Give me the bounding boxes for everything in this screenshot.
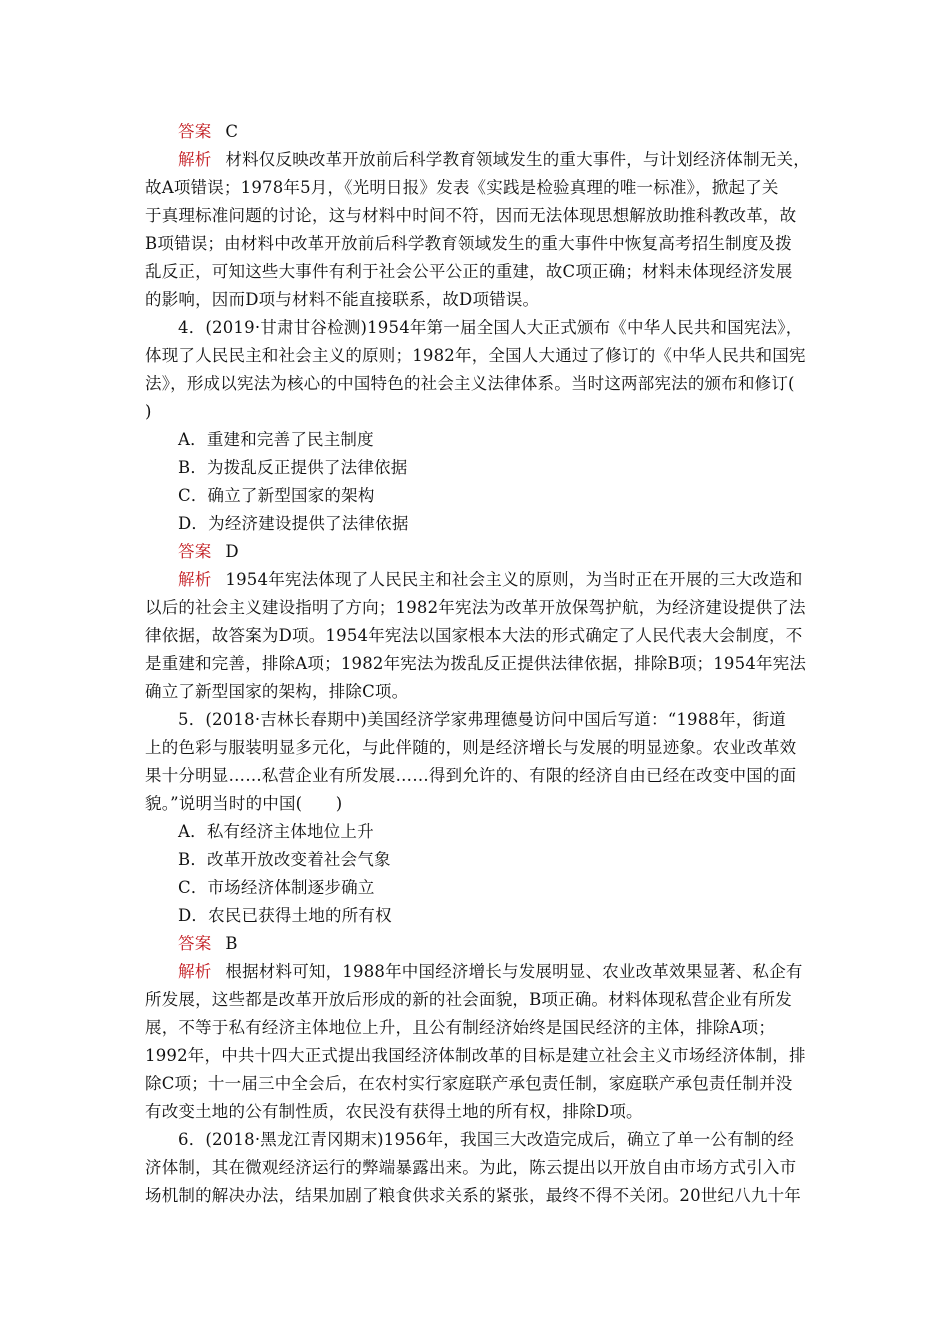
answer-label: 答案 [178, 122, 212, 141]
option-item: C．确立了新型国家的架构 [178, 486, 375, 505]
analysis-line [145, 1014, 813, 1042]
analysis-line [145, 258, 813, 286]
analysis-text: 根据材料可知，1988年中国经济增长与发展明显、农业改革效果显著、私企有 [225, 962, 803, 981]
question-line: 法》，形成以宪法为核心的中国特色的社会主义法律体系。当时这两部宪法的颁布和修订( [145, 374, 795, 393]
analysis-line [145, 1098, 813, 1126]
question-line: 果十分明显……私营企业有所发展……得到允许的、有限的经济自由已经在改变中国的面 [145, 766, 797, 785]
question-line: 济体制，其在微观经济运行的弊端暴露出来。为此，陈云提出以开放自由市场方式引入市 [145, 1158, 797, 1177]
analysis-text: 1954年宪法体现了人民民主和社会主义的原则，为当时正在开展的三大改造和 [225, 570, 803, 589]
question-line: 体现了人民民主和社会主义的原则；1982年，全国人大通过了修订的《中华人民共和国宪 [145, 346, 806, 365]
answer-line [145, 930, 813, 958]
answer-value: B [225, 934, 238, 953]
analysis-text: 有改变土地的公有制性质，农民没有获得土地的所有权，排除D项。 [145, 1102, 643, 1121]
analysis-text: 乱反正，可知这些大事件有利于社会公平公正的重建，故C项正确；材料未体现经济发展 [145, 262, 793, 281]
analysis-line [145, 650, 813, 678]
analysis-label: 解析 [178, 570, 212, 589]
question-line: 5．(2018·吉林长春期中)美国经济学家弗理德曼访问中国后写道：“1988年，街道 [178, 710, 786, 729]
answer-line [145, 118, 813, 146]
option-item: D．农民已获得土地的所有权 [178, 906, 392, 925]
analysis-text: 律依据，故答案为D项。1954年宪法以国家根本大法的形式确定了人民代表大会制度，不 [145, 626, 803, 645]
option-item: D．为经济建设提供了法律依据 [178, 514, 409, 533]
analysis-line [145, 1042, 813, 1070]
analysis-line [145, 986, 813, 1014]
question-line: 貌。”说明当时的中国( ) [145, 794, 343, 813]
analysis-text: B项错误；由材料中改革开放前后科学教育领域发生的重大事件中恢复高考招生制度及拨 [145, 234, 792, 253]
analysis-line [145, 146, 813, 174]
analysis-text: 除C项；十一届三中全会后，在农村实行家庭联产承包责任制，家庭联产承包责任制并没 [145, 1074, 793, 1093]
analysis-text: 所发展，这些都是改革开放后形成的新的社会面貌，B项正确。材料体现私营企业有所发 [145, 990, 792, 1009]
option-item: A．私有经济主体地位上升 [178, 822, 374, 841]
question-line: 上的色彩与服装明显多元化，与此伴随的，则是经济增长与发展的明显迹象。农业改革效 [145, 738, 797, 757]
analysis-label: 解析 [178, 150, 212, 169]
analysis-text: 以后的社会主义建设指明了方向；1982年宪法为改革开放保驾护航，为经济建设提供了法 [145, 598, 806, 617]
document-page [145, 118, 813, 1210]
answer-value: D [225, 542, 239, 561]
option-item: C．市场经济体制逐步确立 [178, 878, 375, 897]
analysis-text: 是重建和完善，排除A项；1982年宪法为拨乱反正提供法律依据，排除B项；1954年宪法 [145, 654, 807, 673]
analysis-line [145, 174, 813, 202]
analysis-line [145, 566, 813, 594]
analysis-text: 故A项错误；1978年5月，《光明日报》发表《实践是检验真理的唯一标准》，掀起了关 [145, 178, 779, 197]
answer-label: 答案 [178, 934, 212, 953]
analysis-line [145, 678, 813, 706]
analysis-text: 材料仅反映改革开放前后科学教育领域发生的重大事件，与计划经济体制无关， [225, 150, 810, 169]
analysis-text: 1992年，中共十四大正式提出我国经济体制改革的目标是建立社会主义市场经济体制，排 [145, 1046, 806, 1065]
analysis-line [145, 622, 813, 650]
analysis-line [145, 230, 813, 258]
question-line: ) [145, 402, 152, 421]
analysis-text: 展，不等于私有经济主体地位上升，且公有制经济始终是国民经济的主体，排除A项； [145, 1018, 776, 1037]
answer-line [145, 538, 813, 566]
option-item: B．为拨乱反正提供了法律依据 [178, 458, 408, 477]
question-line: 6．(2018·黑龙江青冈期末)1956年，我国三大改造完成后，确立了单一公有制的经 [178, 1130, 794, 1149]
analysis-line [145, 594, 813, 622]
analysis-line [145, 958, 813, 986]
analysis-text: 确立了新型国家的架构，排除C项。 [145, 682, 409, 701]
analysis-text: 的影响，因而D项与材料不能直接联系，故D项错误。 [145, 290, 540, 309]
analysis-label: 解析 [178, 962, 212, 981]
question-line: 4．(2019·甘肃甘谷检测)1954年第一届全国人大正式颁布《中华人民共和国宪法》， [178, 318, 803, 337]
analysis-text: 于真理标准问题的讨论，这与材料中时间不符，因而无法体现思想解放助推科教改革，故 [145, 206, 797, 225]
question-line: 场机制的解决办法，结果加剧了粮食供求关系的紧张，最终不得不关闭。20世纪八九十年 [145, 1186, 801, 1205]
answer-label: 答案 [178, 542, 212, 561]
option-item: B．改革开放改变着社会气象 [178, 850, 391, 869]
option-item: A．重建和完善了民主制度 [178, 430, 374, 449]
analysis-line [145, 286, 813, 314]
analysis-line [145, 202, 813, 230]
analysis-line [145, 1070, 813, 1098]
answer-value: C [225, 122, 239, 141]
